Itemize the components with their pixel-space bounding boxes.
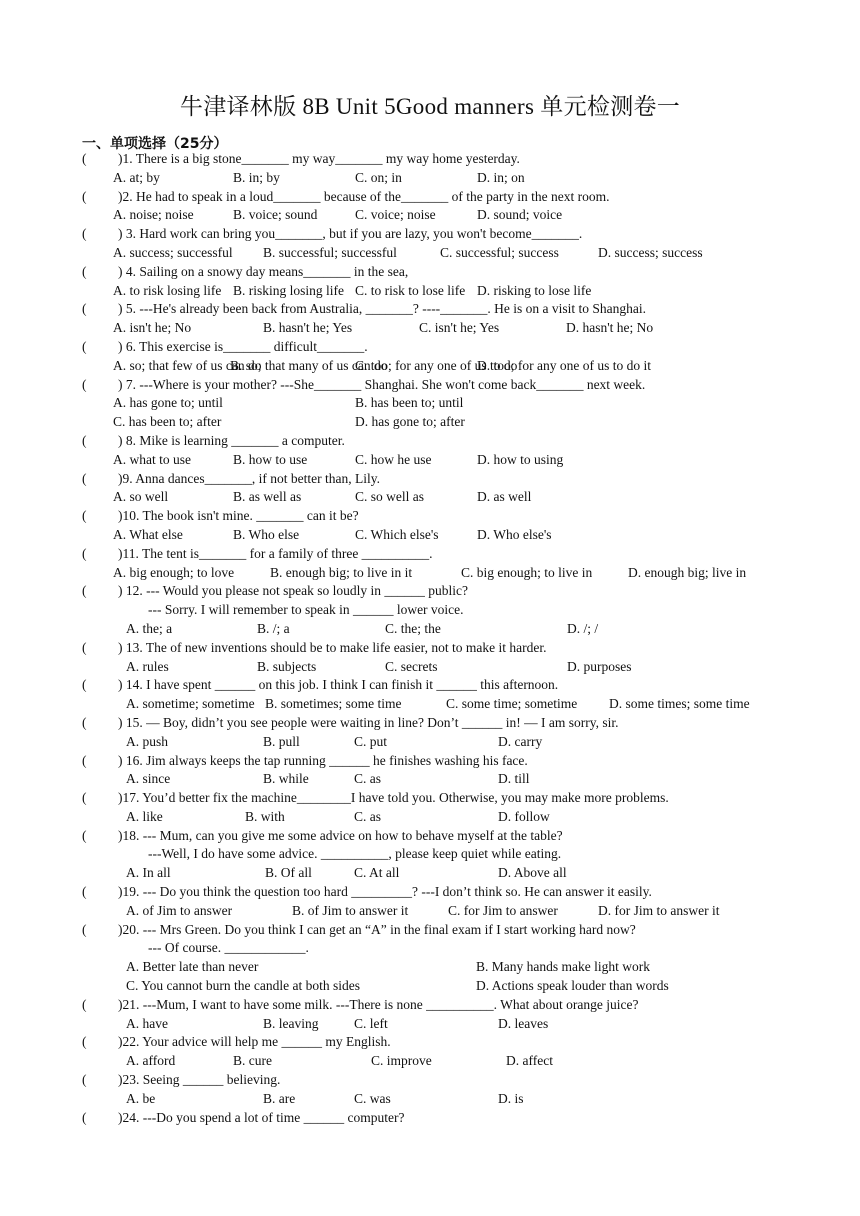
section-heading: 一、单项选择（25分） [82, 136, 228, 152]
page-title: 牛津译林版 8B Unit 5Good manners 单元检测卷一 [179, 94, 681, 119]
options-row [0, 1052, 860, 1071]
question-stem: ) 12. --- Would you please not speak so loudly in ______ public? [118, 583, 468, 599]
options-row [0, 244, 860, 263]
option-d: D. Actions speak louder than words [476, 978, 669, 994]
answer-bracket[interactable]: ( [82, 583, 87, 599]
answer-bracket[interactable]: ( [82, 639, 87, 655]
option-a: A. at; by [113, 169, 160, 185]
option-b: B. with [245, 808, 285, 824]
answer-bracket[interactable]: ( [82, 188, 87, 204]
question-stem-row [0, 921, 860, 940]
option-c: C. voice; noise [355, 207, 436, 223]
options-row [0, 808, 860, 827]
question-stem-row [0, 1071, 860, 1090]
option-c: C. big enough; to live in [461, 564, 593, 580]
question-stem: )2. He had to speak in a loud_______ because of the_______ of the party in the next room. [118, 188, 610, 204]
options-row [0, 658, 860, 677]
option-a: A. what to use [113, 451, 191, 467]
option-d: D. till [498, 771, 530, 787]
option-b: B. as well as [233, 489, 302, 505]
option-b: B. sometimes; some time [265, 696, 402, 712]
option-b: B. how to use [233, 451, 308, 467]
option-b: B. leaving [263, 1015, 319, 1031]
question-stem: )11. The tent is_______ for a family of three __________. [118, 545, 433, 561]
option-c: C. too; for any one of us to do [355, 357, 518, 373]
option-b: B. enough big; to live in it [270, 564, 413, 580]
answer-bracket[interactable]: ( [82, 263, 87, 279]
question-stem-row [0, 752, 860, 771]
option-c: C. has been to; after [113, 414, 222, 430]
answer-bracket[interactable]: ( [82, 752, 87, 768]
option-b: B. Many hands make light work [476, 959, 650, 975]
question-dialogue-row [0, 601, 860, 620]
option-d: D. affect [506, 1053, 553, 1069]
question-stem-row [0, 188, 860, 207]
option-a: A. of Jim to answer [126, 902, 233, 918]
options-row [0, 282, 860, 301]
question-stem-row [0, 639, 860, 658]
options-row [0, 977, 860, 996]
option-a: A. so well [113, 489, 169, 505]
question-stem-row [0, 1109, 860, 1128]
question-stem-row [0, 545, 860, 564]
option-d: D. for Jim to answer it [598, 902, 720, 918]
option-a: A. noise; noise [113, 207, 194, 223]
option-a: A. be [126, 1090, 156, 1106]
option-b: B. are [263, 1090, 296, 1106]
options-row [0, 319, 860, 338]
options-row [0, 394, 860, 413]
answer-bracket[interactable]: ( [82, 376, 87, 392]
answer-bracket[interactable]: ( [82, 301, 87, 317]
option-a: A. since [126, 771, 171, 787]
answer-bracket[interactable]: ( [82, 545, 87, 561]
question-stem: )17. You’d better fix the machine________I have told you. Otherwise, you may make more problems. [118, 790, 669, 806]
option-c: C. secrets [385, 658, 438, 674]
option-c: C. At all [354, 865, 400, 881]
question-stem: ) 13. The of new inventions should be to make life easier, not to make it harder. [118, 639, 547, 655]
question-stem: ) 15. — Boy, didn’t you see people were waiting in line? Don’t ______ in! — I am sorry, sir. [118, 714, 619, 730]
question-stem-row [0, 582, 860, 601]
option-a: A. rules [126, 658, 169, 674]
option-b: B. voice; sound [233, 207, 318, 223]
question-stem: )24. ---Do you spend a lot of time ______ computer? [118, 1109, 405, 1125]
answer-bracket[interactable]: ( [82, 1034, 87, 1050]
option-c: C. as [354, 808, 381, 824]
question-dialogue-row [0, 939, 860, 958]
options-row [0, 526, 860, 545]
option-b: B. Who else [233, 526, 300, 542]
option-a: A. What else [113, 526, 183, 542]
option-d: D. /; / [567, 620, 599, 636]
options-row [0, 1015, 860, 1034]
answer-bracket[interactable]: ( [82, 151, 87, 166]
option-d: D. enough big; live in [628, 564, 747, 580]
option-a: A. afford [126, 1053, 176, 1069]
option-b: B. hasn't he; Yes [263, 320, 353, 336]
question-stem-row [0, 996, 860, 1015]
question-stem-row [0, 300, 860, 319]
question-stem: )22. Your advice will help me ______ my English. [118, 1034, 391, 1050]
question-stem-row [0, 827, 860, 846]
option-c: C. for Jim to answer [448, 902, 558, 918]
option-d: D. follow [498, 808, 550, 824]
question-stem: )9. Anna dances_______, if not better than, Lily. [118, 470, 380, 486]
options-row [0, 206, 860, 225]
option-b: B. of Jim to answer it [292, 902, 409, 918]
question-stem-row [0, 714, 860, 733]
question-stem: ) 16. Jim always keeps the tap running ______ he finishes washing his face. [118, 752, 528, 768]
question-stem: ) 7. ---Where is your mother? ---She_______ Shanghai. She won't come back_______ next week. [118, 376, 646, 392]
answer-bracket[interactable]: ( [82, 921, 87, 937]
option-c: C. so well as [355, 489, 424, 505]
options-row [0, 451, 860, 470]
option-c: C. to risk to lose life [355, 282, 466, 298]
options-row [0, 695, 860, 714]
option-d: D. has gone to; after [355, 414, 465, 430]
answer-bracket[interactable]: ( [82, 827, 87, 843]
options-row [0, 357, 860, 376]
question-stem-row [0, 676, 860, 695]
option-a: A. to risk losing life [113, 282, 222, 298]
options-row [0, 169, 860, 188]
question-stem: ) 5. ---He's already been back from Australia, _______? ----_______. He is on a visit to Shanghai. [118, 301, 647, 317]
option-c: C. successful; success [440, 244, 559, 260]
options-row [0, 864, 860, 883]
question-list [0, 150, 860, 1127]
question-stem-row [0, 263, 860, 282]
option-c: C. Which else's [355, 526, 439, 542]
option-c: C. put [354, 733, 388, 749]
option-a: A. Better late than never [126, 959, 259, 975]
option-a: A. so; that few of us can do [113, 357, 262, 373]
option-b: B. subjects [257, 658, 317, 674]
option-d: D. Above all [498, 865, 567, 881]
option-a: A. have [126, 1015, 168, 1031]
option-d: D. hasn't he; No [566, 320, 654, 336]
option-b: B. in; by [233, 169, 280, 185]
option-d: D. purposes [567, 658, 632, 674]
question-dialogue: ---Well, I do have some advice. __________, please keep quiet while eating. [148, 846, 562, 862]
answer-bracket[interactable]: ( [82, 1109, 87, 1125]
question-stem: ) 14. I have spent ______ on this job. I think I can finish it ______ this afternoon. [118, 677, 559, 693]
answer-bracket[interactable]: ( [82, 714, 87, 730]
option-d: D. some times; some time [609, 696, 750, 712]
option-a: A. In all [126, 865, 171, 881]
option-a: A. sometime; sometime [126, 696, 255, 712]
option-a: A. success; successful [113, 244, 233, 260]
options-row [0, 902, 860, 921]
option-a: A. push [126, 733, 169, 749]
answer-bracket[interactable]: ( [82, 432, 87, 448]
answer-bracket[interactable]: ( [82, 338, 87, 354]
option-c: C. improve [371, 1053, 432, 1069]
option-c: C. as [354, 771, 381, 787]
option-b: B. cure [233, 1053, 272, 1069]
answer-bracket[interactable]: ( [82, 996, 87, 1012]
options-row [0, 488, 860, 507]
option-c: C. on; in [355, 169, 402, 185]
option-c: C. how he use [355, 451, 432, 467]
question-dialogue: --- Sorry. I will remember to speak in ______ lower voice. [148, 602, 464, 618]
option-d: D. carry [498, 733, 543, 749]
option-a: A. the; a [126, 620, 173, 636]
option-b: B. risking losing life [233, 282, 344, 298]
question-stem-row [0, 883, 860, 902]
answer-bracket[interactable]: ( [82, 1072, 87, 1088]
option-a: A. big enough; to love [113, 564, 235, 580]
option-a: A. has gone to; until [113, 395, 223, 411]
question-stem-row [0, 432, 860, 451]
question-dialogue: --- Of course. ____________. [148, 940, 309, 956]
option-a: A. like [126, 808, 163, 824]
option-d: D. Who else's [477, 526, 552, 542]
options-row [0, 733, 860, 752]
question-stem: )23. Seeing ______ believing. [118, 1072, 281, 1088]
question-stem: )18. --- Mum, can you give me some advice on how to behave myself at the table? [118, 827, 563, 843]
option-c: C. the; the [385, 620, 441, 636]
option-b: B. successful; successful [263, 244, 397, 260]
options-row [0, 770, 860, 789]
option-d: D. in; on [477, 169, 525, 185]
question-stem: )1. There is a big stone_______ my way_______ my way home yesterday. [118, 151, 520, 166]
option-b: B. pull [263, 733, 300, 749]
question-stem: ) 4. Sailing on a snowy day means_______ in the sea, [118, 263, 409, 279]
option-a: A. isn't he; No [113, 320, 192, 336]
question-stem-row [0, 338, 860, 357]
options-row [0, 564, 860, 583]
question-stem: )19. --- Do you think the question too hard _________? ---I don’t think so. He can answer it easily. [118, 884, 652, 900]
question-stem: )10. The book isn't mine. _______ can it be? [118, 508, 359, 524]
question-dialogue-row [0, 845, 860, 864]
question-stem-row [0, 150, 860, 169]
answer-bracket[interactable]: ( [82, 470, 87, 486]
option-d: D. how to using [477, 451, 564, 467]
option-c: C. isn't he; Yes [419, 320, 500, 336]
option-d: D. leaves [498, 1015, 549, 1031]
question-stem-row [0, 1033, 860, 1052]
options-row [0, 1090, 860, 1109]
question-stem: ) 6. This exercise is_______ difficult_______. [118, 338, 368, 354]
option-c: C. some time; sometime [446, 696, 578, 712]
option-d: D. success; success [598, 244, 703, 260]
question-stem-row [0, 470, 860, 489]
question-stem-row [0, 507, 860, 526]
option-b: B. while [263, 771, 309, 787]
option-d: D. risking to lose life [477, 282, 592, 298]
question-stem: ) 3. Hard work can bring you_______, but if you are lazy, you won't become_______. [118, 226, 583, 242]
option-c: C. left [354, 1015, 388, 1031]
answer-bracket[interactable]: ( [82, 508, 87, 524]
options-row [0, 620, 860, 639]
option-b: B. Of all [265, 865, 312, 881]
option-b: B. so; that many of us can do [230, 357, 388, 373]
question-stem-row [0, 376, 860, 395]
option-c: C. was [354, 1090, 391, 1106]
option-d: D. too; for any one of us to do it [477, 357, 651, 373]
answer-bracket[interactable]: ( [82, 226, 87, 242]
option-d: D. sound; voice [477, 207, 563, 223]
question-stem: )21. ---Mum, I want to have some milk. ---There is none __________. What about orange juice? [118, 996, 639, 1012]
option-c: C. You cannot burn the candle at both sides [126, 978, 360, 994]
answer-bracket[interactable]: ( [82, 884, 87, 900]
option-b: B. /; a [257, 620, 290, 636]
options-row [0, 413, 860, 432]
option-b: B. has been to; until [355, 395, 464, 411]
question-stem: ) 8. Mike is learning _______ a computer. [118, 432, 345, 448]
answer-bracket[interactable]: ( [82, 790, 87, 806]
question-stem-row [0, 789, 860, 808]
answer-bracket[interactable]: ( [82, 677, 87, 693]
option-d: D. is [498, 1090, 524, 1106]
options-row [0, 958, 860, 977]
question-stem: )20. --- Mrs Green. Do you think I can get an “A” in the final exam if I start working hard now? [118, 921, 636, 937]
question-stem-row [0, 225, 860, 244]
option-d: D. as well [477, 489, 532, 505]
